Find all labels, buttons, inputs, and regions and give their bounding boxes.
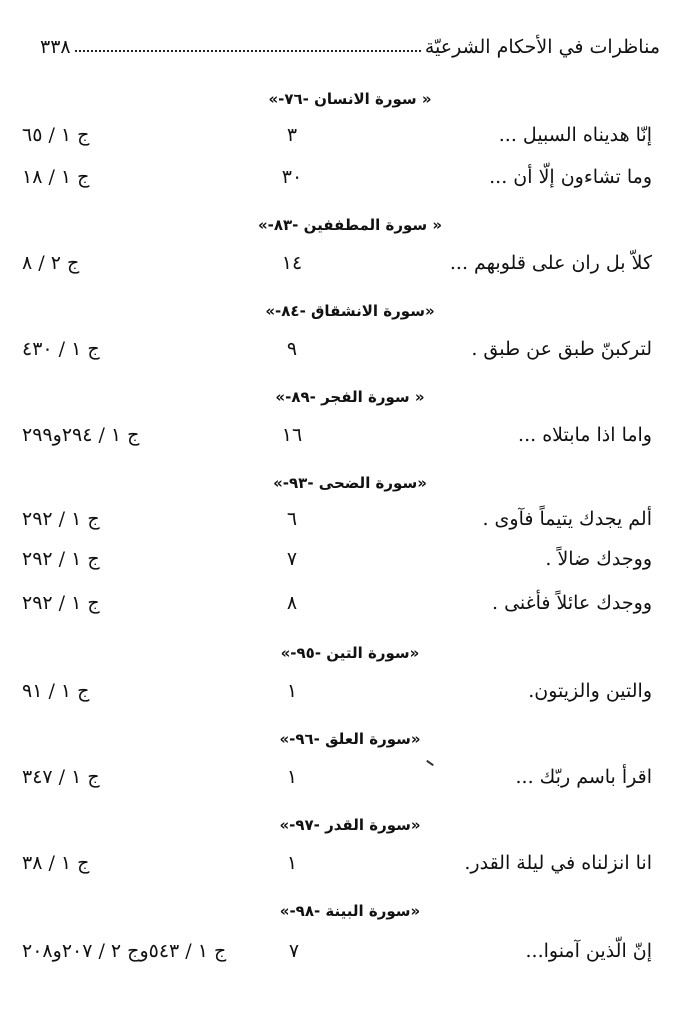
verse-number: ١٤ [281, 252, 303, 274]
surah-heading: «سورة الضحى -٩٣-» [273, 474, 427, 492]
verse-row [0, 680, 700, 712]
volume-page-ref: ج ١ / ٦٥ [22, 124, 90, 146]
verse-number: ٣ [286, 124, 298, 146]
verse-number: ١ [286, 766, 298, 788]
verse-row [0, 338, 700, 370]
surah-heading: «سورة البينة -٩٨-» [279, 902, 421, 920]
volume-page-ref: ج ١ / ٣٨ [22, 852, 90, 874]
surah-heading: « سورة الفجر -٨٩-» [275, 388, 425, 406]
verse-number: ٨ [286, 592, 298, 614]
verse-text: ألم يجدك يتيماً فآوى . [482, 508, 652, 530]
volume-page-ref: ج ١ / ٢٩٢ [22, 548, 100, 570]
verse-text: اقرأ باسم ربّك ... [515, 766, 652, 788]
verse-row [0, 766, 700, 798]
page-header [36, 26, 664, 58]
surah-heading: «سورة التين -٩٥-» [280, 644, 420, 662]
dotted-leader [75, 49, 421, 52]
verse-row [0, 852, 700, 884]
volume-page-ref: ج ١ / ٢٩٤و٢٩٩ [22, 424, 140, 446]
volume-page-ref: ج ١ / ٣٤٧ [22, 766, 100, 788]
volume-page-ref: ج ١ / ٢٩٢ [22, 592, 100, 614]
verse-row [0, 548, 700, 580]
verse-text: ووجدك عائلاً فأغنى . [491, 592, 652, 614]
verse-number: ٧ [288, 940, 300, 962]
verse-number: ١٦ [281, 424, 303, 446]
verse-row [0, 424, 700, 456]
verse-row [0, 252, 700, 284]
volume-page-ref: ج ١ / ١٨ [22, 166, 90, 188]
running-title: مناظرات في الأحكام الشرعيّة [424, 36, 660, 58]
surah-heading: «سورة القدر -٩٧-» [279, 816, 421, 834]
verse-number: ١ [286, 852, 298, 874]
verse-text: إنّا هديناه السبيل ... [498, 124, 652, 146]
verse-text: ووجدك ضالاً . [545, 548, 652, 570]
verse-number: ٩ [286, 338, 298, 360]
surah-heading: « سورة الانسان -٧٦-» [268, 90, 432, 108]
verse-row [0, 592, 700, 624]
surah-heading: «سورة العلق -٩٦-» [279, 730, 421, 748]
volume-page-ref: ج ١ / ٤٣٠ [22, 338, 100, 360]
volume-page-ref: ج ١ / ٩١ [22, 680, 90, 702]
volume-page-ref: ج ١ / ٥٤٣وج ٢ / ٢٠٧و٢٠٨ [22, 940, 227, 962]
verse-number: ١ [286, 680, 298, 702]
verse-text: انا انزلناه في ليلة القدر. [464, 852, 652, 874]
volume-page-ref: ج ١ / ٢٩٢ [22, 508, 100, 530]
verse-number: ٧ [286, 548, 298, 570]
verse-row [0, 124, 700, 156]
verse-text: وما تشاءون إلّا أن ... [489, 166, 652, 188]
verse-row [0, 940, 700, 972]
verse-text: كلاّ بل ران على قلوبهم ... [449, 252, 652, 274]
page-number: ٣٣٨ [40, 36, 71, 58]
volume-page-ref: ج ٢ / ٨ [22, 252, 80, 274]
surah-heading: « سورة المطففين -٨٣-» [257, 216, 443, 234]
verse-row [0, 508, 700, 540]
verse-number: ٣٠ [281, 166, 303, 188]
verse-text: واما اذا مابتلاه ... [518, 424, 652, 446]
verse-text: إنّ الّذين آمنوا... [525, 940, 652, 962]
verse-text: والتين والزيتون. [528, 680, 652, 702]
surah-heading: «سورة الانشقاق -٨٤-» [265, 302, 435, 320]
verse-text: لتركبنّ طبق عن طبق . [471, 338, 652, 360]
verse-row [0, 166, 700, 198]
verse-number: ٦ [286, 508, 298, 530]
